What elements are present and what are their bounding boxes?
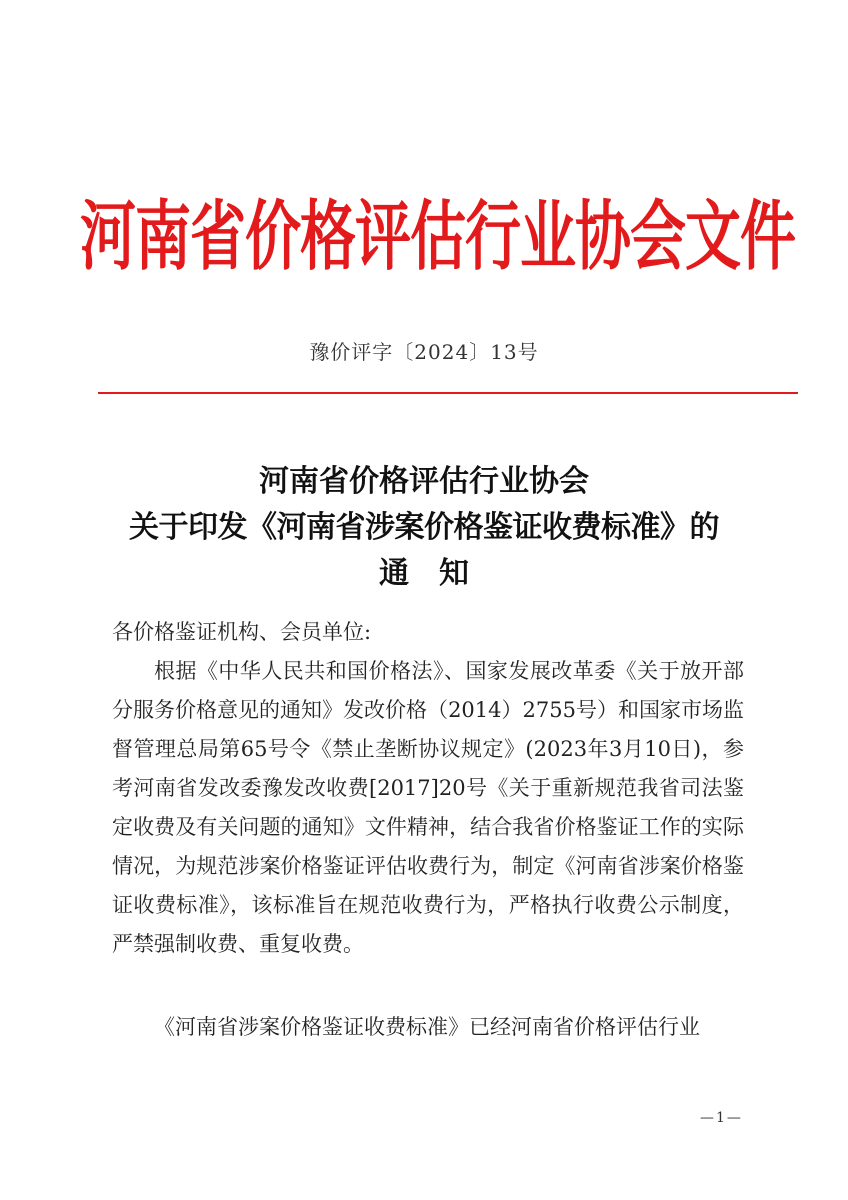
document-number: 豫价评字〔2024〕13号	[309, 340, 539, 364]
notice-title-line-3: 通知	[379, 556, 499, 591]
page-number: —1—	[700, 1110, 743, 1126]
red-divider-rule	[98, 392, 798, 394]
notice-title-line-2: 关于印发《河南省涉案价格鉴证收费标准》的	[129, 510, 719, 545]
body-paragraph-1: 根据《中华人民共和国价格法》、国家发展改革委《关于放开部分服务价格意见的通知》发改价格（2014）2755号）和国家市场监督管理总局第65号令《禁止垄断协议规定》(2023年3月10日)，参考河南省发改委豫发改收费[2017]20号《关于重新规范我省司法鉴定收费及有关问题的通知》文件精神，结合我省价格鉴证工作的实际情况，为规范涉案价格鉴证评估收费行为，制定《河南省涉案价格鉴证收费标准》，该标准旨在规范收费行为，严格执行收费公示制度，严禁强制收费、重复收费。	[112, 659, 744, 956]
salutation: 各价格鉴证机构、会员单位:	[112, 620, 372, 644]
body-paragraph-2: 《河南省涉案价格鉴证收费标准》已经河南省价格评估行业	[154, 1015, 700, 1039]
notice-title-line-1: 河南省价格评估行业协会	[259, 464, 589, 499]
issuer-header-title: 河南省价格评估行业协会文件	[80, 193, 795, 282]
